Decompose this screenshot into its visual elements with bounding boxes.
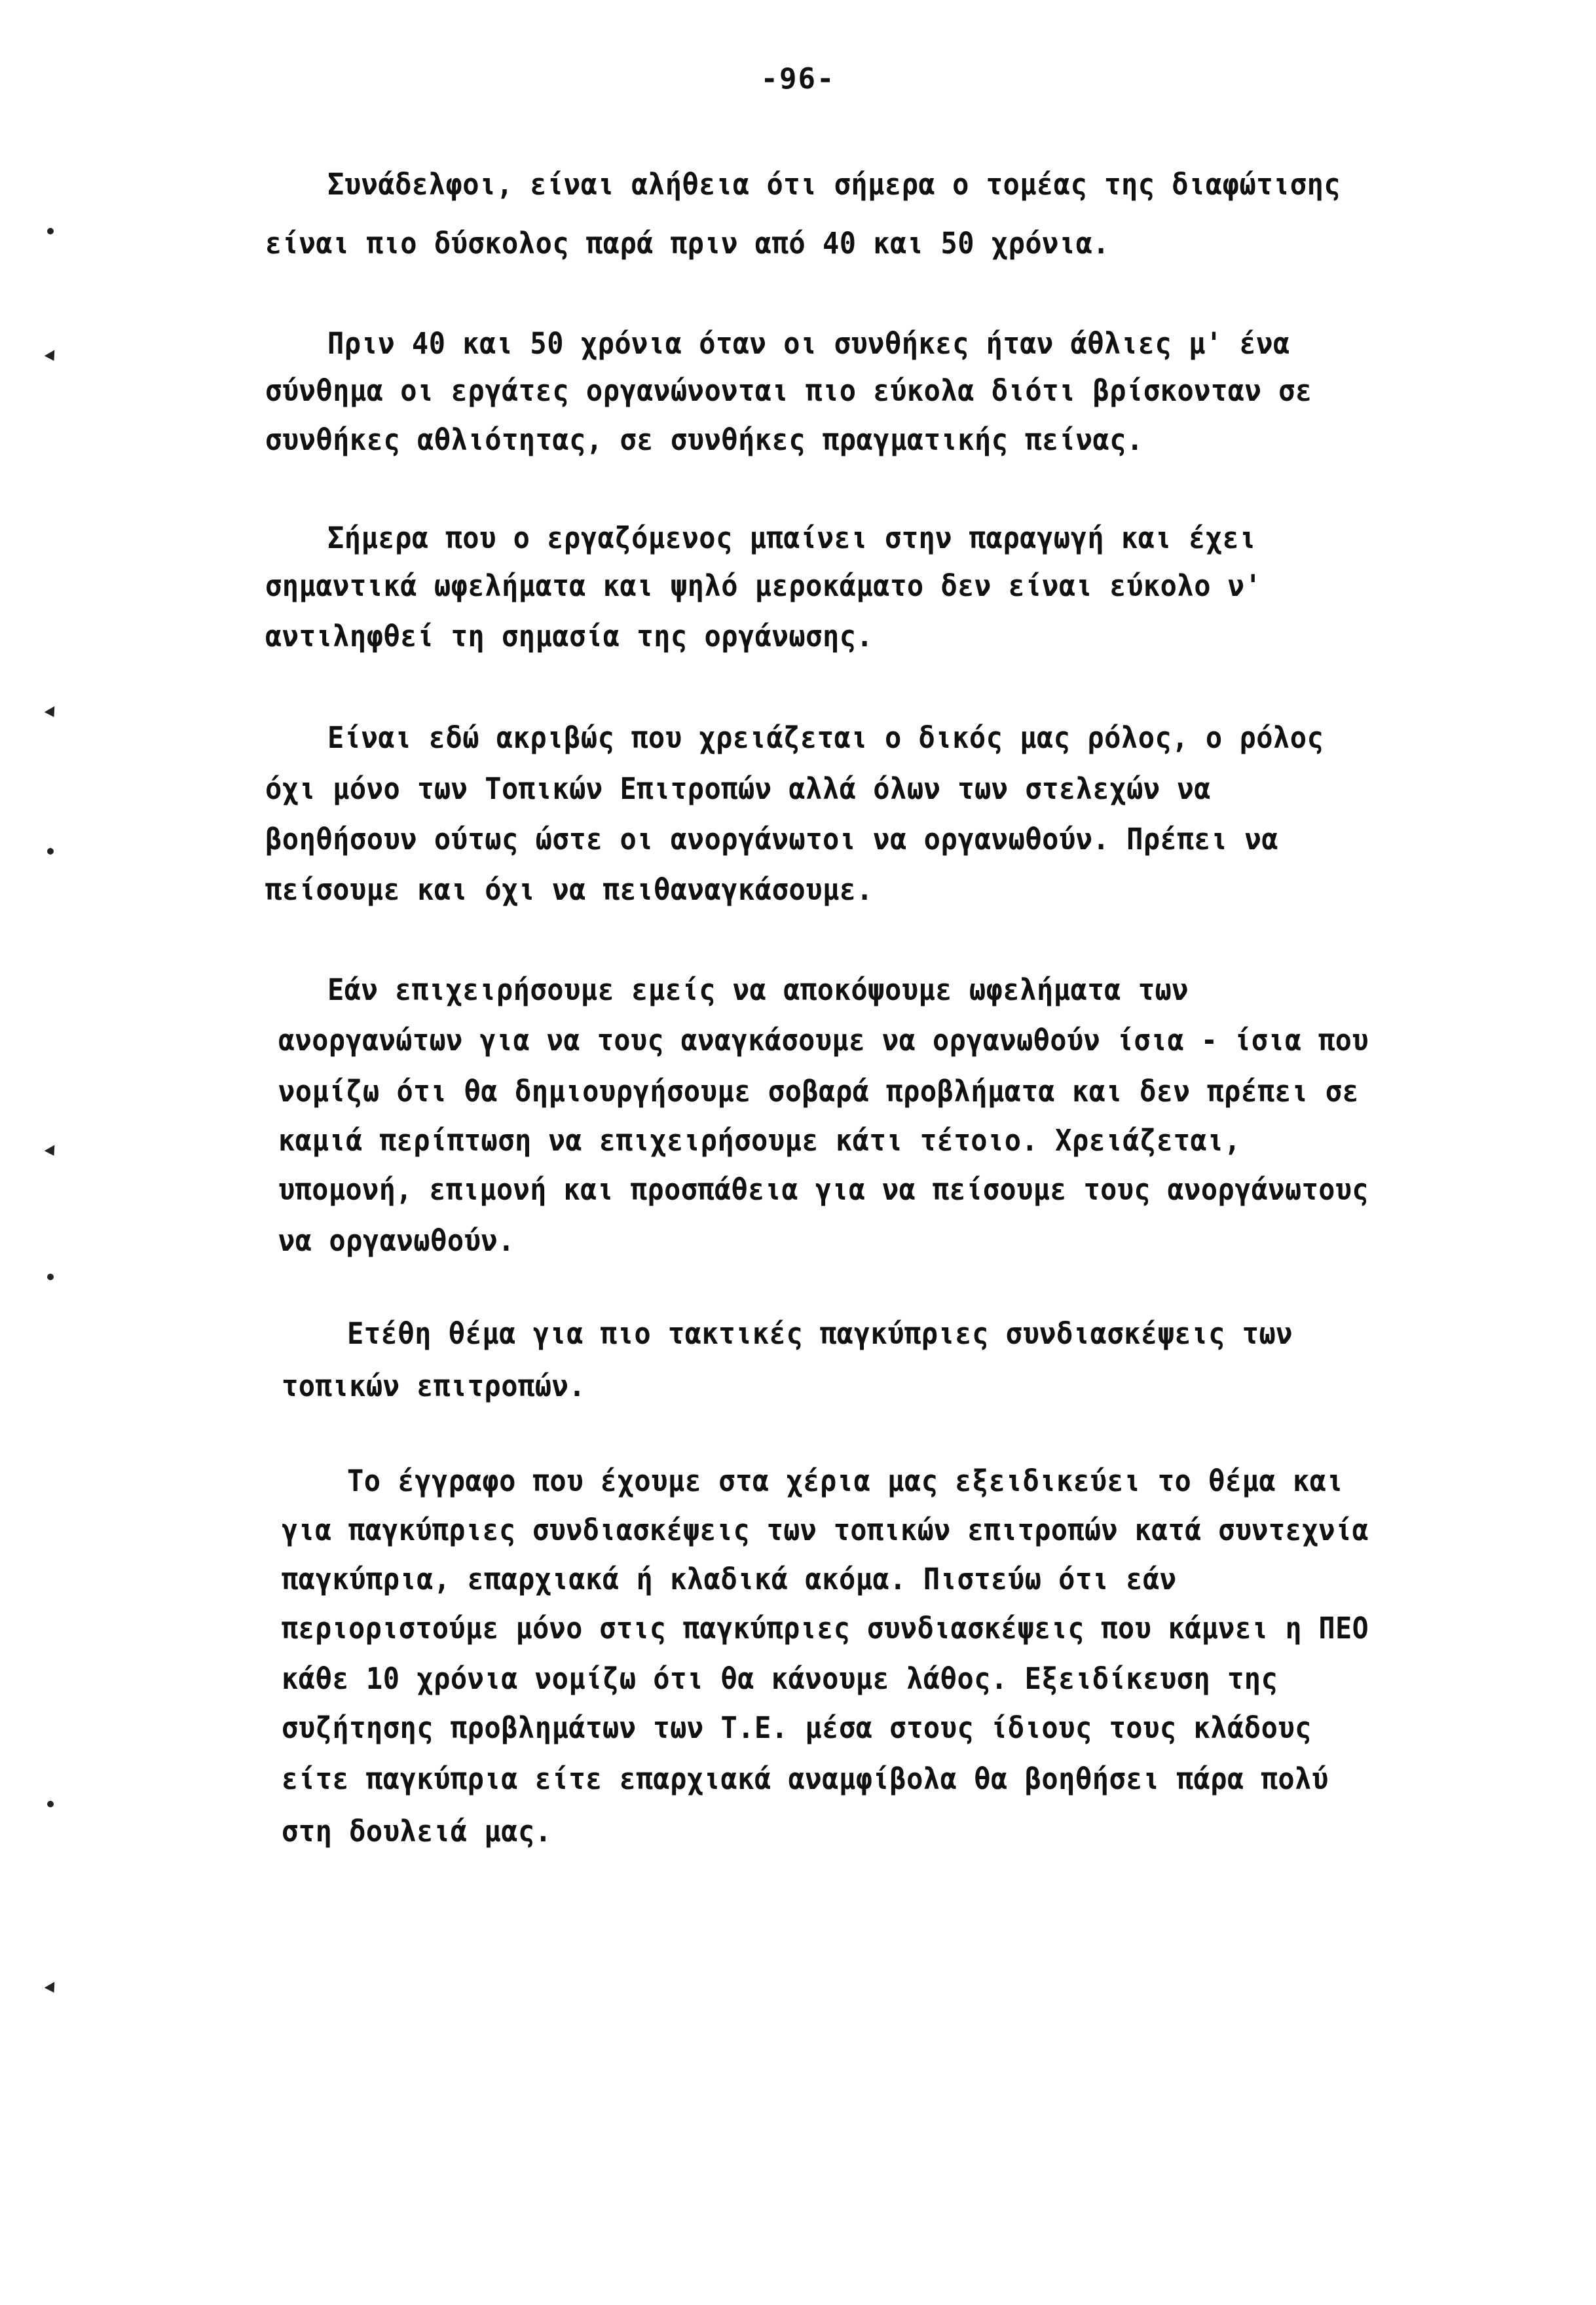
paragraph-7-line-2: για παγκύπριες συνδιασκέψεις των τοπικών επιτροπών κατά συντεχνία bbox=[282, 1513, 1369, 1547]
paragraph-5-line-2: ανοργανώτων για να τους αναγκάσουμε να οργανωθούν ίσια - ίσια που bbox=[278, 1023, 1369, 1058]
paragraph-1-line-2: είναι πιο δύσκολος παρά πριν από 40 και 50 χρόνια. bbox=[265, 226, 1110, 261]
paragraph-7-line-1: Το έγγραφο που έχουμε στα χέρια μας εξειδικεύει το θέμα και bbox=[347, 1464, 1344, 1498]
paragraph-4-line-2: όχι μόνο των Τοπικών Επιτροπών αλλά όλων των στελεχών να bbox=[265, 771, 1212, 806]
paragraph-2-line-2: σύνθημα οι εργάτες οργανώνονται πιο εύκολα διότι βρίσκονταν σε bbox=[265, 373, 1312, 408]
paragraph-3-line-1: Σήμερα που ο εργαζόμενος μπαίνει στην παραγωγή και έχει bbox=[327, 521, 1257, 555]
margin-mark bbox=[47, 848, 54, 855]
margin-mark bbox=[45, 350, 60, 363]
paragraph-4-line-4: πείσουμε και όχι να πειθαναγκάσουμε. bbox=[265, 872, 874, 907]
paragraph-3-line-2: σημαντικά ωφελήματα και ψηλό μεροκάματο δεν είναι εύκολο ν' bbox=[265, 568, 1262, 603]
paragraph-1-line-1: Συνάδελφοι, είναι αλήθεια ότι σήμερα ο τομέας της διαφώτισης bbox=[327, 167, 1341, 202]
paragraph-4-line-3: βοηθήσουν ούτως ώστε οι ανοργάνωτοι να οργανωθούν. Πρέπει να bbox=[265, 822, 1279, 857]
margin-mark bbox=[45, 706, 60, 720]
paragraph-6-line-1: Ετέθη θέμα για πιο τακτικές παγκύπριες συνδιασκέψεις των bbox=[347, 1316, 1293, 1351]
margin-mark bbox=[45, 1982, 60, 1995]
paragraph-5-line-6: να οργανωθούν. bbox=[278, 1223, 515, 1258]
paragraph-2-line-1: Πριν 40 και 50 χρόνια όταν οι συνθήκες ήταν άθλιες μ' ένα bbox=[327, 326, 1290, 361]
margin-mark bbox=[47, 228, 54, 234]
page-number: -96- bbox=[760, 62, 836, 96]
paragraph-5-line-5: υπομονή, επιμονή και προσπάθεια για να πείσουμε τους ανοργάνωτους bbox=[278, 1172, 1369, 1207]
paragraph-7-line-5: κάθε 10 χρόνια νομίζω ότι θα κάνουμε λάθος. Εξειδίκευση της bbox=[282, 1661, 1278, 1696]
paragraph-2-line-3: συνθήκες αθλιότητας, σε συνθήκες πραγματικής πείνας. bbox=[265, 422, 1143, 457]
margin-mark bbox=[47, 1274, 54, 1280]
paragraph-7-line-6: συζήτησης προβλημάτων των Τ.Ε. μέσα στους ίδιους τους κλάδους bbox=[282, 1710, 1312, 1745]
paragraph-5-line-4: καμιά περίπτωση να επιχειρήσουμε κάτι τέτοιο. Χρειάζεται, bbox=[278, 1123, 1241, 1158]
paragraph-4-line-1: Είναι εδώ ακριβώς που χρειάζεται ο δικός μας ρόλος, ο ρόλος bbox=[327, 720, 1324, 755]
margin-mark bbox=[45, 1145, 60, 1158]
paragraph-5-line-3: νομίζω ότι θα δημιουργήσουμε σοβαρά προβλήματα και δεν πρέπει σε bbox=[278, 1074, 1360, 1109]
paragraph-7-line-8: στη δουλειά μας. bbox=[282, 1814, 552, 1849]
margin-mark bbox=[47, 1801, 54, 1807]
paragraph-3-line-3: αντιληφθεί τη σημασία της οργάνωσης. bbox=[265, 619, 874, 654]
paragraph-5-line-1: Εάν επιχειρήσουμε εμείς να αποκόψουμε ωφελήματα των bbox=[327, 972, 1189, 1007]
paragraph-7-line-7: είτε παγκύπρια είτε επαρχιακά αναμφίβολα θα βοηθήσει πάρα πολύ bbox=[282, 1761, 1329, 1796]
paragraph-7-line-3: παγκύπρια, επαρχιακά ή κλαδικά ακόμα. Πιστεύω ότι εάν bbox=[282, 1562, 1177, 1596]
paragraph-7-line-4: περιοριστούμε μόνο στις παγκύπριες συνδιασκέψεις που κάμνει η ΠΕΟ bbox=[282, 1611, 1369, 1646]
paragraph-6-line-2: τοπικών επιτροπών. bbox=[282, 1369, 586, 1403]
